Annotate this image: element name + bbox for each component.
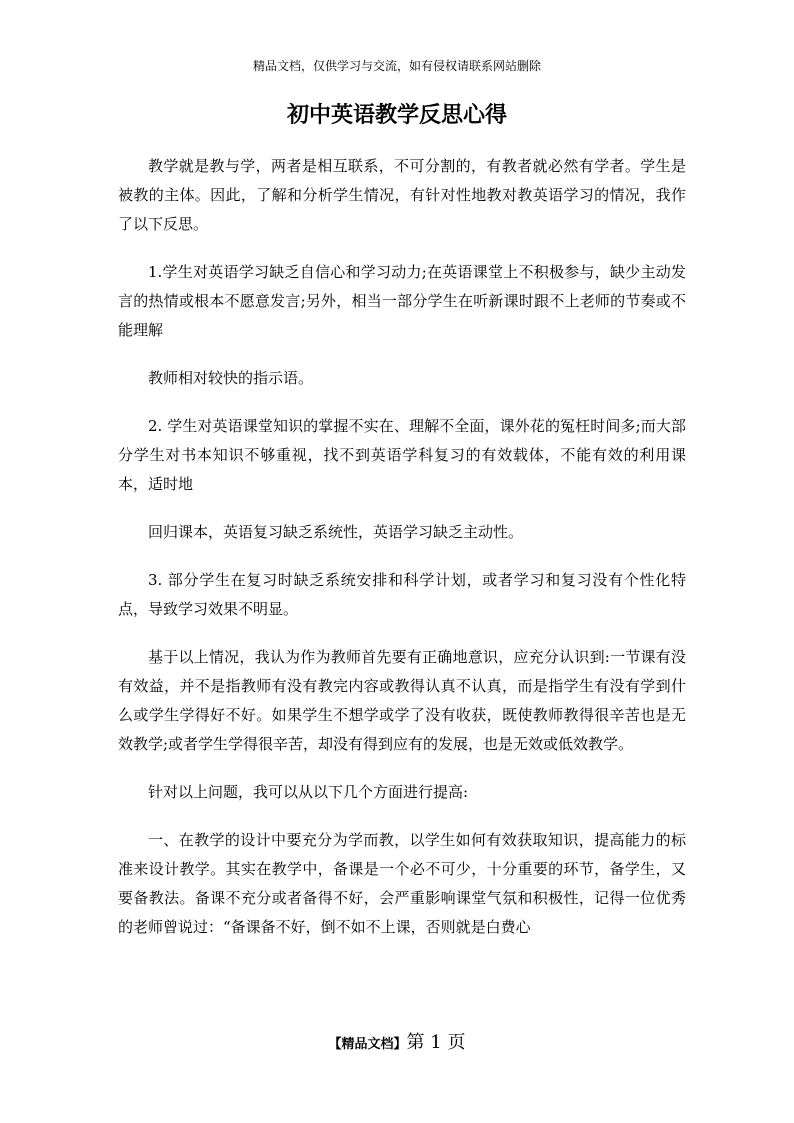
footer-tag: 【精品文档】 (328, 1037, 407, 1052)
paragraph-point-3: 3. 部分学生在复习时缺乏系统安排和科学计划，或者学习和复习没有个性化特点，导致学习效果不明显。 (118, 571, 686, 618)
paragraph-improvement-1: 一、在教学的设计中要充分为学而教，以学生如何有效获取知识，提高能力的标准来设计教学。其实在教学中，备课是一个必不可少，十分重要的环节，备学生，又要备教法。备课不充分或者备得不好，会严重影响课堂气氛和积极性，记得一位优秀的老师曾说过：“备课备不好，倒不如不上课，否则就是白费心 (118, 831, 686, 936)
paragraph-point-1: 1.学生对英语学习缺乏自信心和学习动力;在英语课堂上不积极参与，缺少主动发言的热情或根本不愿意发言;另外，相当一部分学生在听新课时跟不上老师的节奏或不能理解 (118, 263, 686, 339)
document-title: 初中英语教学反思心得 (286, 103, 507, 128)
paragraph-point-2: 2. 学生对英语课堂知识的掌握不实在、理解不全面，课外花的冤枉时间多;而大部分学生对书本知识不够重视，找不到英语学科复习的有效载体，不能有效的利用课本，适时地 (118, 417, 686, 493)
paragraph-transition: 针对以上问题，我可以从以下几个方面进行提高: (148, 783, 469, 801)
page-footer (0, 1030, 794, 1058)
paragraph-intro: 教学就是教与学，两者是相互联系，不可分割的，有教者就必然有学者。学生是被教的主体。因此，了解和分析学生情况，有针对性地教对教英语学习的情况，我作了以下反思。 (118, 157, 686, 233)
paragraph-point-1-cont: 教师相对较快的指示语。 (148, 369, 314, 387)
page-number: 第 1 页 (406, 1032, 466, 1053)
document-body (118, 152, 686, 961)
header-note: 精品文档，仅供学习与交流，如有侵权请联系网站删除 (252, 59, 541, 73)
paragraph-point-2-cont: 回归课本，英语复习缺乏系统性，英语学习缺乏主动性。 (148, 523, 524, 541)
paragraph-analysis: 基于以上情况，我认为作为教师首先要有正确地意识，应充分认识到:一节课有没有效益，并不是指教师有没有教完内容或教得认真不认真，而是指学生有没有学到什么或学生学得好不好。如果学生不想学或学了没有收获，既使教师教得很辛苦也是无效教学;或者学生学得很辛苦，却没有得到应有的发展，也是无效或低效教学。 (118, 648, 686, 753)
